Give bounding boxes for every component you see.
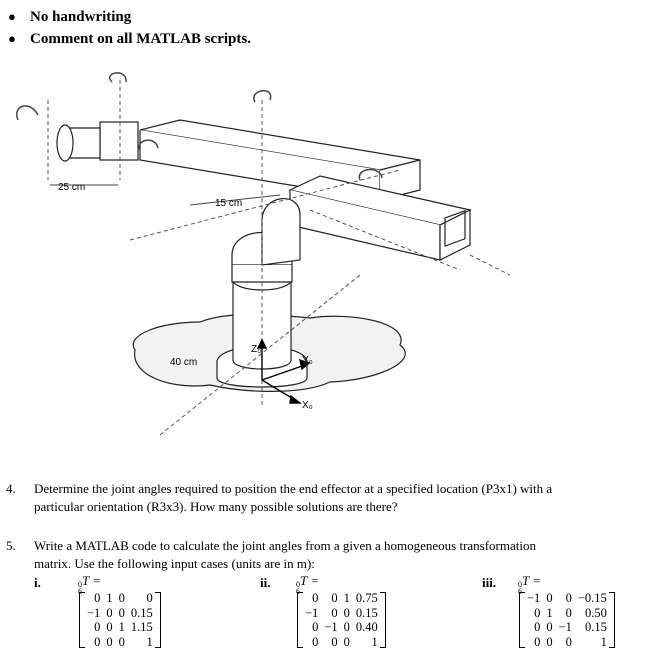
matrix-cell: 0 bbox=[343, 634, 350, 649]
matrix-cell: 0 bbox=[546, 620, 553, 634]
subscript: 6 bbox=[78, 587, 82, 596]
subscript: 6 bbox=[518, 587, 522, 596]
matrix-cell: 0.15 bbox=[584, 620, 607, 634]
rotation-arrow-icon bbox=[110, 73, 126, 82]
matrix-cell: −1 bbox=[305, 605, 319, 620]
matrix-cell: 1 bbox=[343, 591, 350, 605]
matrix-cell: 0 bbox=[565, 591, 572, 605]
matrix-cell: 1 bbox=[146, 634, 153, 649]
end-effector-disc bbox=[57, 125, 73, 161]
matrix-cell: 0 bbox=[312, 591, 319, 605]
rotation-arrow-icon bbox=[17, 106, 38, 120]
matrix-row bbox=[524, 620, 610, 635]
matrix-cell: 1 bbox=[106, 591, 113, 605]
superscript: 0 bbox=[296, 580, 300, 589]
matrix-row bbox=[302, 606, 381, 621]
matrix-cell: 0 bbox=[94, 620, 101, 634]
matrix-cell: 1.15 bbox=[130, 620, 153, 634]
question-text: particular orientation (R3x3). How many possible solutions are there? bbox=[34, 498, 398, 514]
dim-label-25: 25 cm bbox=[58, 182, 86, 193]
transform-symbol: T = bbox=[300, 573, 320, 588]
matrix-cell: 0 bbox=[565, 634, 572, 649]
dim-label-40: 40 cm bbox=[170, 357, 198, 368]
matrix-row bbox=[84, 620, 156, 635]
instruction-list bbox=[8, 6, 251, 50]
question-4 bbox=[6, 480, 552, 515]
matrix-cell: 0 bbox=[106, 605, 113, 620]
wrist-block bbox=[100, 122, 138, 160]
matrix-cell: 0 bbox=[118, 591, 125, 605]
matrix-cell: 0 bbox=[331, 591, 338, 605]
axis-label-x0: X₀ bbox=[302, 400, 313, 411]
matrix-row bbox=[302, 591, 381, 606]
matrix-cell: 0 bbox=[534, 620, 541, 634]
robot-arm-figure bbox=[0, 60, 653, 465]
subscript: 6 bbox=[296, 587, 300, 596]
matrix-ii bbox=[302, 591, 381, 649]
matrix-cell: −1 bbox=[558, 620, 572, 634]
matrix-cell: −0.15 bbox=[577, 591, 607, 605]
matrix-cell: 0 bbox=[94, 634, 101, 649]
case-label-iii: iii. bbox=[482, 575, 497, 590]
axis-label-y0: Y₀ bbox=[302, 355, 313, 366]
matrix-row bbox=[302, 635, 381, 650]
case-label-i: i. bbox=[34, 575, 41, 590]
matrix-cell: 0 bbox=[106, 620, 113, 634]
matrix-cell: 0 bbox=[106, 634, 113, 649]
instruction-item bbox=[8, 6, 251, 28]
matrix-row bbox=[84, 606, 156, 621]
dim-label-15: 15 cm bbox=[215, 198, 243, 209]
question-5 bbox=[6, 537, 536, 572]
matrix-cell: 0 bbox=[94, 591, 101, 605]
matrix-cell: 0 bbox=[118, 605, 125, 620]
matrix-cell: 0.40 bbox=[355, 620, 378, 634]
matrix-cell: 1 bbox=[118, 620, 125, 634]
matrix-cell: 0.15 bbox=[355, 605, 378, 620]
instruction-text: Comment on all MATLAB scripts. bbox=[30, 30, 251, 47]
bullet-icon: ● bbox=[8, 9, 16, 24]
question-text: matrix. Use the following input cases (units are in m): bbox=[34, 555, 315, 571]
matrix-cell: 0.50 bbox=[584, 605, 607, 620]
superscript: 0 bbox=[78, 580, 82, 589]
matrix-cell: 0 bbox=[146, 591, 153, 605]
matrix-row bbox=[84, 591, 156, 606]
matrix-iii bbox=[524, 591, 610, 649]
question-text: Determine the joint angles required to position the end effector at a specified location (P3x1) with a bbox=[34, 481, 553, 496]
matrix-cell: 0 bbox=[565, 605, 572, 620]
instruction-item bbox=[8, 28, 251, 50]
question-number: 4. bbox=[6, 481, 16, 496]
matrix-cell: −1 bbox=[87, 605, 101, 620]
transform-symbol: T = bbox=[522, 573, 542, 588]
matrix-cell: 0 bbox=[534, 605, 541, 620]
matrix-cell: 0 bbox=[534, 634, 541, 649]
bullet-icon: ● bbox=[8, 31, 16, 46]
matrix-row bbox=[84, 635, 156, 650]
matrix-cell: 0 bbox=[343, 620, 350, 634]
matrix-cell: 0 bbox=[118, 634, 125, 649]
matrix-cell: 0 bbox=[312, 620, 319, 634]
question-text: Write a MATLAB code to calculate the joint angles from a given a homogeneous transformation bbox=[34, 538, 536, 553]
axis-label-z0: Z₀ bbox=[251, 344, 262, 355]
matrix-cell: 0 bbox=[331, 634, 338, 649]
matrix-cell: 0 bbox=[546, 591, 553, 605]
matrix-cell: −1 bbox=[324, 620, 338, 634]
elbow-joint bbox=[262, 199, 300, 265]
matrix-row bbox=[524, 591, 610, 606]
case-label-ii: ii. bbox=[260, 575, 271, 590]
matrix-cell: 1 bbox=[546, 605, 553, 620]
matrix-row bbox=[302, 620, 381, 635]
matrix-row bbox=[524, 606, 610, 621]
matrix-row bbox=[524, 635, 610, 650]
matrix-cell: 1 bbox=[371, 634, 378, 649]
matrix-cell: 0 bbox=[546, 634, 553, 649]
question-number: 5. bbox=[6, 538, 16, 553]
matrix-cell: 0.15 bbox=[130, 605, 153, 620]
matrix-cell: −1 bbox=[527, 591, 541, 605]
matrix-cell: 0 bbox=[343, 605, 350, 620]
superscript: 0 bbox=[518, 580, 522, 589]
matrix-cell: 1 bbox=[600, 634, 607, 649]
matrix-cell: 0 bbox=[312, 634, 319, 649]
matrix-cell: 0.75 bbox=[355, 591, 378, 605]
matrix-i bbox=[84, 591, 156, 649]
matrix-cell: 0 bbox=[331, 605, 338, 620]
transform-symbol: T = bbox=[82, 573, 102, 588]
instruction-text: No handwriting bbox=[30, 8, 132, 25]
